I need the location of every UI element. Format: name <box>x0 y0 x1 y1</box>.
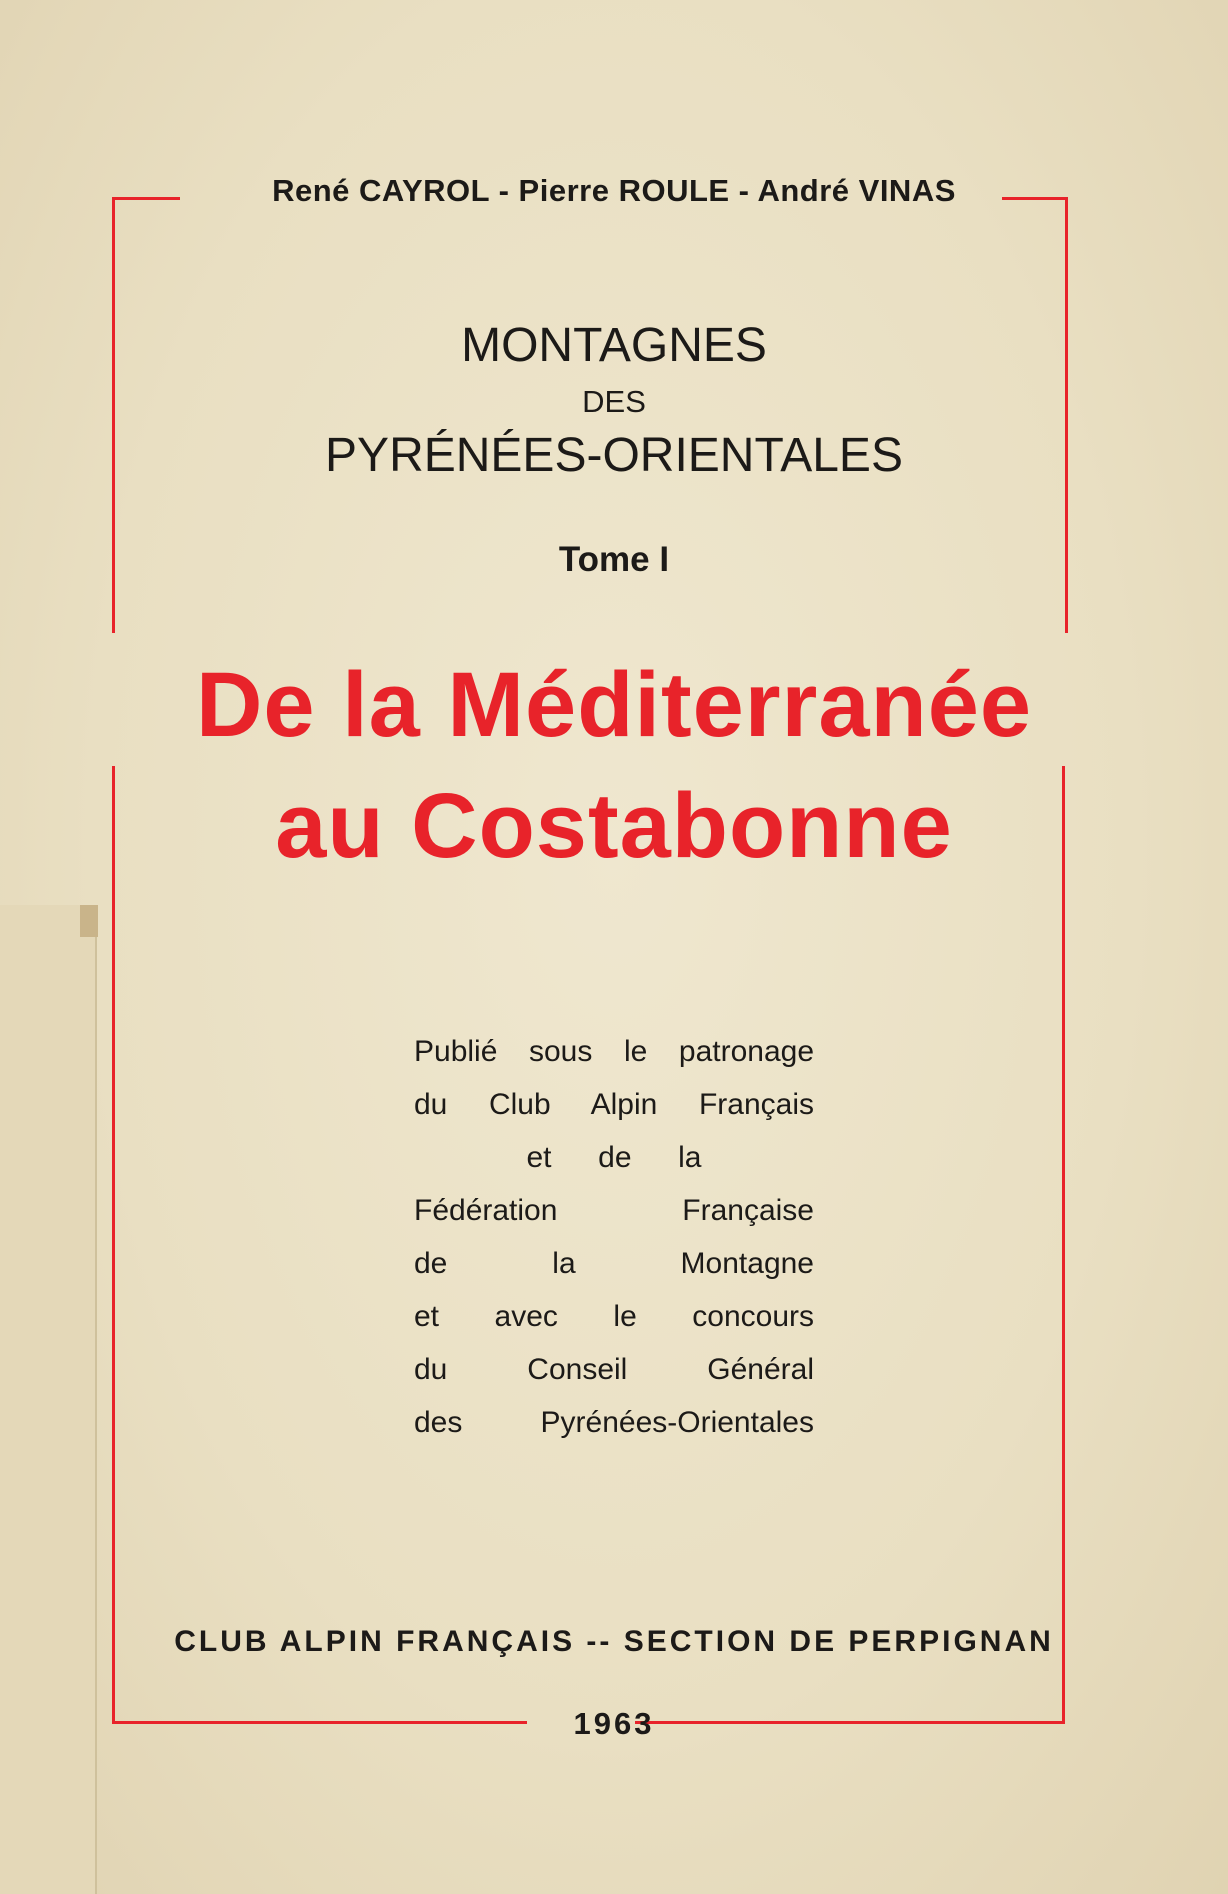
tape-tab <box>80 905 98 937</box>
publisher: CLUB ALPIN FRANÇAIS -- SECTION DE PERPIGNAN <box>174 1625 1054 1658</box>
title-line-2: au Costabonne <box>275 775 953 877</box>
sponsorship-block <box>0 1025 1228 1449</box>
sponsorship-line: de la Montagne <box>414 1247 814 1280</box>
series-line-2: DES <box>582 384 646 419</box>
sponsorship-line: du Club Alpin Français <box>414 1088 814 1121</box>
publication-year: 1963 <box>573 1706 655 1741</box>
sponsorship-line: des Pyrénées-Orientales <box>414 1406 814 1439</box>
series-line-1: MONTAGNES <box>461 319 767 372</box>
volume-label: Tome I <box>558 540 670 579</box>
sponsorship-line: et avec le concours <box>414 1300 814 1333</box>
authors: René CAYROL - Pierre ROULE - André VINAS <box>272 173 956 208</box>
sponsorship-line: Fédération Française <box>414 1194 814 1227</box>
sponsorship-line: Publié sous le patronage <box>414 1035 814 1068</box>
series-line-3: PYRÉNÉES-ORIENTALES <box>325 429 903 482</box>
title-line-1: De la Méditerranée <box>195 654 1033 756</box>
sponsorship-line: du Conseil Général <box>414 1353 814 1386</box>
sponsorship-line: et de la <box>526 1141 702 1174</box>
